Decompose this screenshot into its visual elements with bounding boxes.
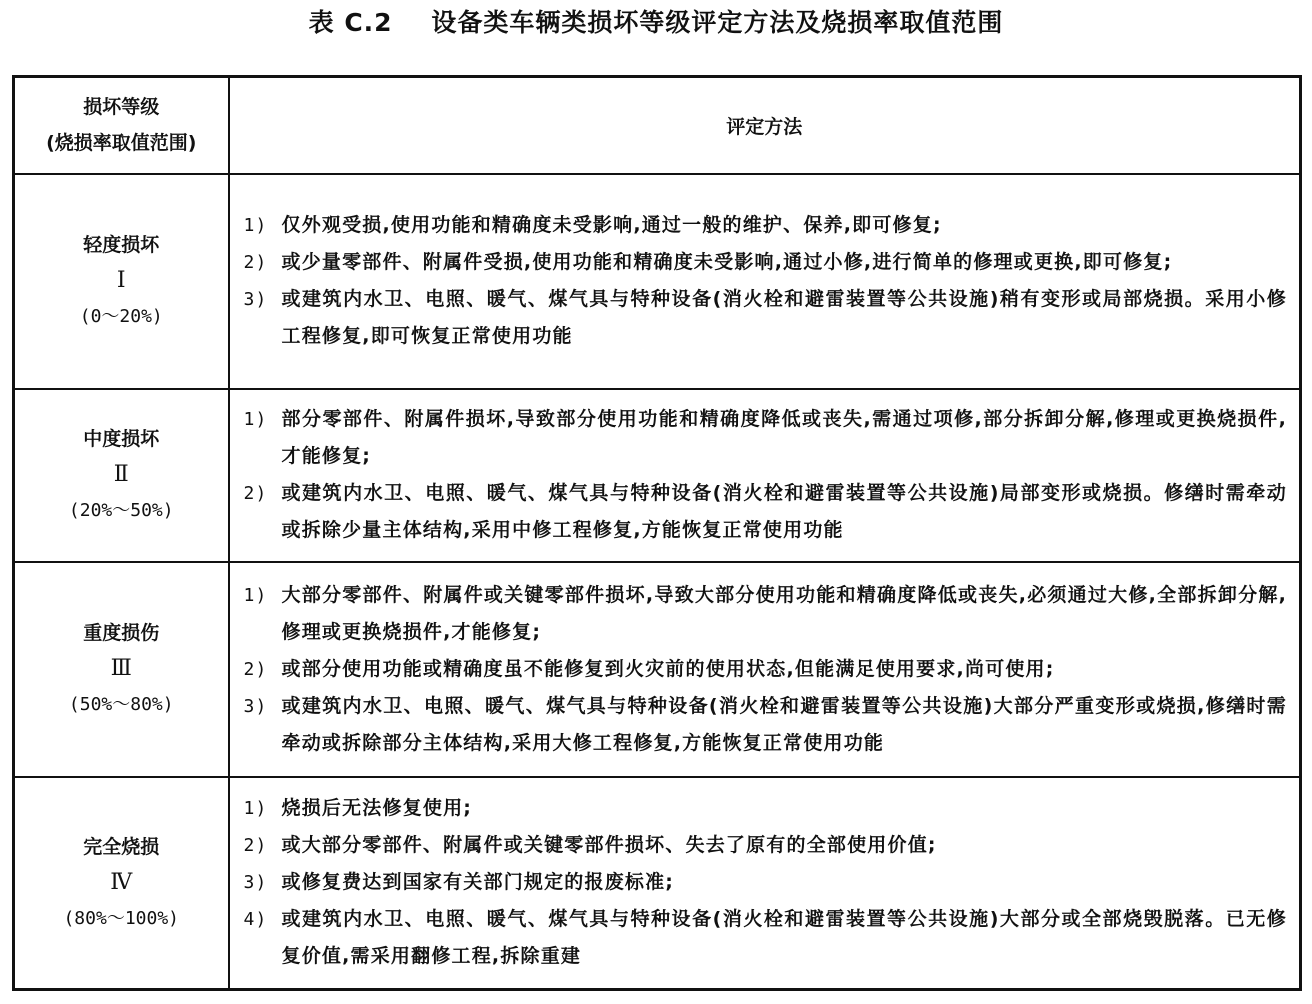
method-item: [244, 864, 1288, 901]
item-text: 或大部分零部件、附属件或关键零部件损坏、失去了原有的全部使用价值;: [281, 834, 937, 857]
item-text: 或修复费达到国家有关部门规定的报废标准;: [281, 871, 675, 894]
method-cell: [229, 174, 1301, 389]
method-item: [244, 688, 1288, 762]
method-item: [244, 651, 1288, 688]
item-number: 4): [243, 909, 268, 931]
table-row: [14, 562, 1301, 777]
item-text: 大部分零部件、附属件或关键零部件损坏,导致大部分使用功能和精确度降低或丧失,必须通过大修,全部拆卸分解,修理或更换烧损件,才能修复;: [281, 583, 1287, 643]
damage-grade-table: [12, 75, 1302, 991]
grade-name: 重度损伤: [83, 622, 160, 644]
table-header-row: [14, 77, 1301, 174]
method-item: [244, 281, 1288, 355]
method-item: [244, 901, 1288, 975]
method-cell: [229, 389, 1301, 562]
item-text: 烧损后无法修复使用;: [281, 797, 473, 820]
method-cell: [229, 562, 1301, 777]
method-item: [244, 401, 1288, 475]
item-number: 1): [243, 798, 268, 820]
grade-cell: [14, 174, 229, 389]
method-item: [244, 577, 1288, 651]
item-text: 部分零部件、附属件损坏,导致部分使用功能和精确度降低或丧失,需通过项修,部分拆卸分解,修理或更换烧损件,才能修复;: [281, 408, 1287, 467]
item-number: 2): [243, 252, 268, 273]
grade-name: 轻度损坏: [83, 234, 160, 256]
item-number: 2): [243, 835, 268, 857]
method-item: [244, 207, 1288, 244]
table-row: [14, 174, 1301, 389]
item-text: 或建筑内水卫、电照、暖气、煤气具与特种设备(消火栓和避雷装置等公共设施)稍有变形或局部烧损。采用小修工程修复,即可恢复正常使用功能: [281, 288, 1287, 347]
grade-roman: Ⅳ: [110, 869, 133, 895]
grade-range: (50%～80%): [68, 694, 174, 715]
item-number: 2): [243, 483, 268, 504]
item-number: 3): [243, 695, 268, 717]
item-text: 仅外观受损,使用功能和精确度未受影响,通过一般的维护、保养,即可修复;: [281, 214, 942, 236]
method-item: [244, 827, 1288, 864]
grade-name: 中度损坏: [83, 428, 160, 450]
header-range-label: (烧损率取值范围): [46, 132, 197, 155]
grade-range: (0～20%): [79, 306, 163, 327]
method-item: [244, 244, 1288, 281]
method-item: [244, 475, 1288, 549]
grade-roman: Ⅲ: [110, 656, 132, 681]
method-cell: [229, 777, 1301, 990]
item-number: 2): [243, 658, 268, 680]
grade-name: 完全烧损: [83, 835, 160, 858]
item-text: 或建筑内水卫、电照、暖气、煤气具与特种设备(消火栓和避雷装置等公共设施)大部分或全部烧毁脱落。已无修复价值,需采用翻修工程,拆除重建: [281, 908, 1287, 968]
grade-roman: Ⅰ: [116, 268, 126, 293]
item-number: 1): [243, 409, 268, 430]
header-grade-label: 损坏等级: [83, 96, 160, 119]
item-number: 1): [243, 215, 268, 236]
grade-cell: [14, 389, 229, 562]
item-text: 或建筑内水卫、电照、暖气、煤气具与特种设备(消火栓和避雷装置等公共设施)大部分严重变形或烧损,修缮时需牵动或拆除部分主体结构,采用大修工程修复,方能恢复正常使用功能: [281, 694, 1287, 754]
item-number: 3): [243, 872, 268, 894]
item-text: 或建筑内水卫、电照、暖气、煤气具与特种设备(消火栓和避雷装置等公共设施)局部变形或烧损。修缮时需牵动或拆除少量主体结构,采用中修工程修复,方能恢复正常使用功能: [281, 482, 1287, 541]
grade-cell: [14, 562, 229, 777]
table-title: 表 C.2 设备类车辆类损坏等级评定方法及烧损率取值范围: [308, 8, 1004, 37]
grade-cell: [14, 777, 229, 990]
item-text: 或部分使用功能或精确度虽不能修复到火灾前的使用状态,但能满足使用要求,尚可使用;: [281, 657, 1055, 680]
table-row: [14, 389, 1301, 562]
method-item: [244, 790, 1288, 827]
table-row: [14, 777, 1301, 990]
grade-roman: Ⅱ: [113, 462, 129, 487]
grade-range: (80%～100%): [63, 907, 180, 929]
item-number: 3): [243, 289, 268, 310]
item-text: 或少量零部件、附属件受损,使用功能和精确度未受影响,通过小修,进行简单的修理或更换,即可修复;: [281, 251, 1173, 273]
grade-range: (20%～50%): [68, 500, 174, 521]
item-number: 1): [243, 584, 268, 606]
header-grade-cell: [14, 77, 229, 174]
header-method-cell: 评定方法: [229, 77, 1301, 174]
